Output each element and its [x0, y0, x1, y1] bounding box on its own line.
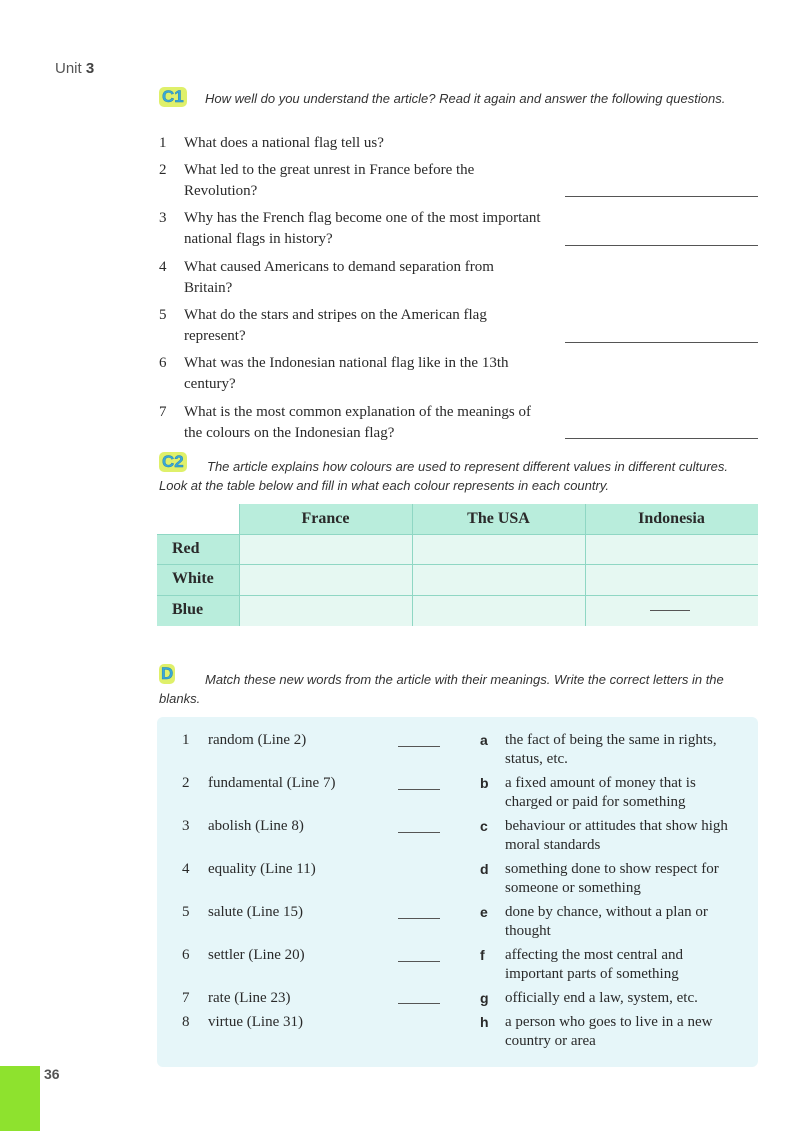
col-header-france: France	[239, 504, 412, 534]
table-corner	[157, 504, 239, 534]
meaning-letter-c: c	[480, 818, 488, 834]
blank-7[interactable]	[398, 1003, 440, 1004]
word-8-text: virtue (Line 31)	[208, 1014, 303, 1030]
page-edge-bar	[0, 1066, 40, 1131]
meaning-letter-g: g	[480, 990, 489, 1006]
meaning-g: officially end a law, system, etc.	[505, 990, 698, 1006]
unit-number: 3	[85, 60, 95, 77]
blank-6[interactable]	[398, 961, 440, 962]
word-5-text: salute (Line 15)	[208, 904, 303, 920]
word-7: 7	[182, 990, 190, 1006]
section-d-badge: D	[161, 664, 174, 683]
table-divider	[585, 504, 586, 626]
table-divider	[157, 534, 758, 535]
row-label-blue: Blue	[157, 595, 239, 626]
meaning-a: the fact of being the same in rights, status, etc.	[505, 732, 717, 767]
table-divider	[157, 564, 758, 565]
section-c2-badge: C2	[159, 452, 187, 472]
blank-1[interactable]	[398, 746, 440, 747]
blank-3[interactable]	[398, 832, 440, 833]
blank-2[interactable]	[398, 789, 440, 790]
row-label-red: Red	[157, 534, 239, 564]
d-instruction: Match these new words from the article with their meanings. Write the correct letters in the blanks.	[159, 672, 724, 706]
col-header-usa: The USA	[412, 504, 585, 534]
meaning-letter-a: a	[480, 732, 488, 748]
meaning-d: something done to show respect for someone or something	[505, 861, 719, 896]
c1-instruction: How well do you understand the article? Read it again and answer the following questions.	[205, 91, 726, 106]
word-4-text: equality (Line 11)	[208, 861, 316, 877]
word-1-text: random (Line 2)	[208, 732, 307, 748]
word-7-text: rate (Line 23)	[208, 990, 291, 1006]
word-1: 1	[182, 732, 190, 748]
answer-line-2[interactable]	[565, 196, 758, 197]
c2-instruction: The article explains how colours are used to represent different values in different cultures. Look at the table below and fill in what each colour represents in each country.	[159, 459, 728, 493]
word-6: 6	[182, 947, 190, 963]
meaning-letter-e: e	[480, 904, 488, 920]
meaning-b: a fixed amount of money that is charged or paid for something	[505, 775, 696, 810]
blank-5[interactable]	[398, 918, 440, 919]
page-number: 36	[44, 1066, 60, 1082]
word-3-text: abolish (Line 8)	[208, 818, 304, 834]
meaning-letter-d: d	[480, 861, 489, 877]
word-5: 5	[182, 904, 190, 920]
word-6-text: settler (Line 20)	[208, 947, 305, 963]
word-2: 2	[182, 775, 190, 791]
section-c1-badge: C1	[159, 87, 187, 107]
word-8: 8	[182, 1014, 190, 1030]
table-fill-area[interactable]	[239, 534, 758, 626]
table-divider	[157, 595, 758, 596]
answer-line-5[interactable]	[565, 342, 758, 343]
word-4: 4	[182, 861, 190, 877]
col-header-indonesia: Indonesia	[585, 504, 758, 534]
table-divider	[412, 504, 413, 626]
meaning-letter-h: h	[480, 1014, 489, 1030]
answer-line-3[interactable]	[565, 245, 758, 246]
unit-label: Unit 3	[55, 60, 95, 77]
meaning-f: affecting the most central and important parts of something	[505, 947, 683, 982]
meaning-c: behaviour or attitudes that show high moral standards	[505, 818, 728, 853]
word-3: 3	[182, 818, 190, 834]
indonesia-blue-dash	[650, 610, 690, 611]
answer-line-7[interactable]	[565, 438, 758, 439]
meaning-h: a person who goes to live in a new country or area	[505, 1014, 713, 1049]
meaning-letter-b: b	[480, 775, 489, 791]
meaning-letter-f: f	[480, 947, 485, 963]
table-divider	[239, 504, 240, 626]
meaning-e: done by chance, without a plan or thought	[505, 904, 708, 939]
row-label-white: White	[157, 564, 239, 595]
word-2-text: fundamental (Line 7)	[208, 775, 336, 791]
